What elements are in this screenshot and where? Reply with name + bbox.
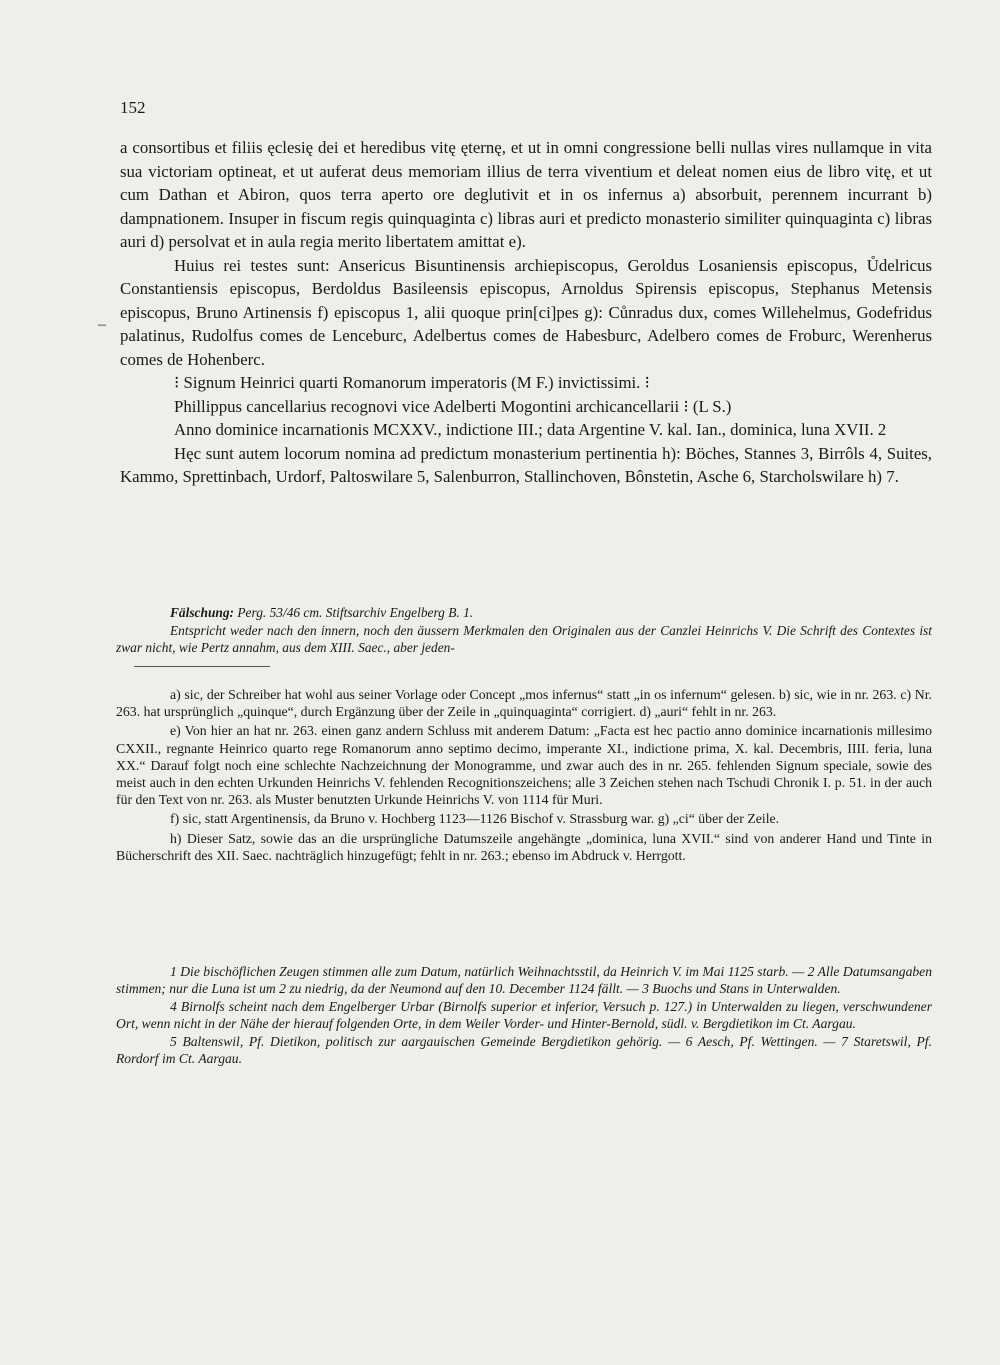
signum-line: ⁝ Signum Heinrici quarti Romanorum imperatoris (M F.) invictissimi. ⁝ [174,373,650,392]
footnote-f: f) sic, statt Argentinensis, da Bruno v. Hochberg 1123—1126 Bischof v. Strassburg war. g) „ci“ über der Zeile. [170,811,780,827]
main-text [120,136,932,489]
falschung-text: Perg. 53/46 cm. Stiftsarchiv Engelberg B. 1. [237,605,474,620]
footnote-5: 5 Baltenswil, Pf. Dietikon, politisch zur aargauischen Gemeinde Bergdietikon gehörig. — 6 Aesch, Pf. Wettingen. — 7 Staretswil, Pf. Rordorf im Ct. Aargau. [116,1034,932,1066]
page-number: 152 [120,98,146,117]
margin-dash: – [98,316,106,333]
footnote-divider [134,666,270,667]
numbered-footnotes [116,964,932,1070]
footnote-a: a) sic, der Schreiber hat wohl aus seiner Vorlage oder Concept „mos infernus“ statt „in os infernum“ gelesen. b) sic, wie in nr. 263. c) Nr. 263. hat ursprünglich „quinque“, durch Ergänzung über der Zeile in „quinquaginta“ corrigiert. d) „auri“ fehlt in nr. 263. [116,687,932,720]
recognition-line: Phillippus cancellarius recognovi vice Adelberti Mogontini archicancellarii ⁝ (L S.) [174,396,732,416]
falschung-label: Fälschung: [170,605,234,620]
falschung-note [116,604,932,621]
lettered-footnotes [116,686,932,866]
footnote-4: 4 Birnolfs scheint nach dem Engelberger Urbar (Birnolfs superior et inferior, Versuch p. 127.) in Unterwalden zu liegen, verschwundener Ort, wenn nicht in der Nähe der hierauf folgenden Orte, in dem Weiler Vorder- und Hinter-Bernold, südl. v. Bergdietikon im Ct. Aargau. [116,999,932,1031]
paragraph-anathema: a consortibus et filiis ęclesię dei et heredibus vitę ęternę, et ut in omni congressione belli nullas vires nullamque in vita sua victoriam optineat, et ut auferat deus memoriam illius de terra viventium et deleat nomen eius de libro vitę, et ut cum Dathan et Abiron, quos terra aperto ore deglutivit et in os infernus a) absorbuit, perennem incurrant b) dampnationem. Insuper in fiscum regis quinquaginta c) libras auri et predicto monasterio similiter quinquaginta c) libras auri d) persolvat et in aula regia merito libertatem amittat e). [120,138,932,251]
paragraph-witnesses: Huius rei testes sunt: Ansericus Bisuntinensis archiepiscopus, Geroldus Losaniensis episcopus, Ůdelricus Constantiensis episcopus, Berdoldus Basileensis episcopus, Arnoldus Spirensis episcopus, Stephanus Metensis episcopus, Bruno Artinensis f) episcopus 1, alii quoque prin[ci]pes g): Cůnradus dux, comes Willehelmus, Godefridus palatinus, Rudolfus comes de Lenceburc, Adelbertus comes de Habesburc, Adelbero comes de Froburc, Werenherus comes de Hohenberc. [120,255,932,369]
footnote-h: h) Dieser Satz, sowie das an die ursprüngliche Datumszeile angehängte „dominica, luna XVII.“ sind von anderer Hand und Tinte in Bücherschrift des XII. Saec. nachträglich hinzugefügt; fehlt in nr. 263.; ebenso im Abdruck v. Herrgott. [116,830,932,863]
dating-line: Anno dominice incarnationis MCXXV., indictione III.; data Argentine V. kal. Ian., dominica, luna XVII. 2 [174,420,887,439]
paragraph-place-names: Hęc sunt autem locorum nomina ad predictum monasterium pertinentia h): Böches, Stannes 3, Birrôls 4, Suites, Kammo, Sprettinbach, Urdorf, Paltoswilare 5, Salenburron, Stallinchoven, Bônstetin, Asche 6, Starcholswilare h) 7. [120,443,932,486]
entspricht-note: Entspricht weder nach den innern, noch den äussern Merkmalen den Originalen aus der Canzlei Heinrichs V. Die Schrift des Contextes ist zwar nicht, wie Pertz annahm, aus dem XIII. Saec., aber jeden- [116,623,932,655]
editorial-notes [116,604,932,657]
footnote-1: 1 Die bischöflichen Zeugen stimmen alle zum Datum, natürlich Weihnachtsstil, da Heinrich V. im Mai 1125 starb. — 2 Alle Datumsangaben stimmen; nur die Luna ist um 2 zu niedrig, da der Neumond auf den 10. December 1124 fällt. — 3 Buochs und Stans in Unterwalden. [116,964,932,996]
footnote-e: e) Von hier an hat nr. 263. einen ganz andern Schluss mit anderem Datum: „Facta est hec pactio anno dominice incarnationis millesimo CXXII., regnante Heinrico quarto rege Romanorum anno septimo decimo, imperante XI., indictione prima, X. kal. Decembris, IIII. feria, luna XX.“ Darauf folgt noch eine schlechte Nachzeichnung der Monogramme, und zwar auch des in nr. 265. fehlenden Signum speciale, sowie des meist auch in den echten Urkunden Heinrichs V. fehlenden Recognitionszeichens; alle 3 Zeichen stehen nach Tschudi Chronik I. p. 51. in der auch für den Text von nr. 263. als Muster benutzten Urkunde Heinrichs V. von 1114 für Muri. [116,723,932,808]
